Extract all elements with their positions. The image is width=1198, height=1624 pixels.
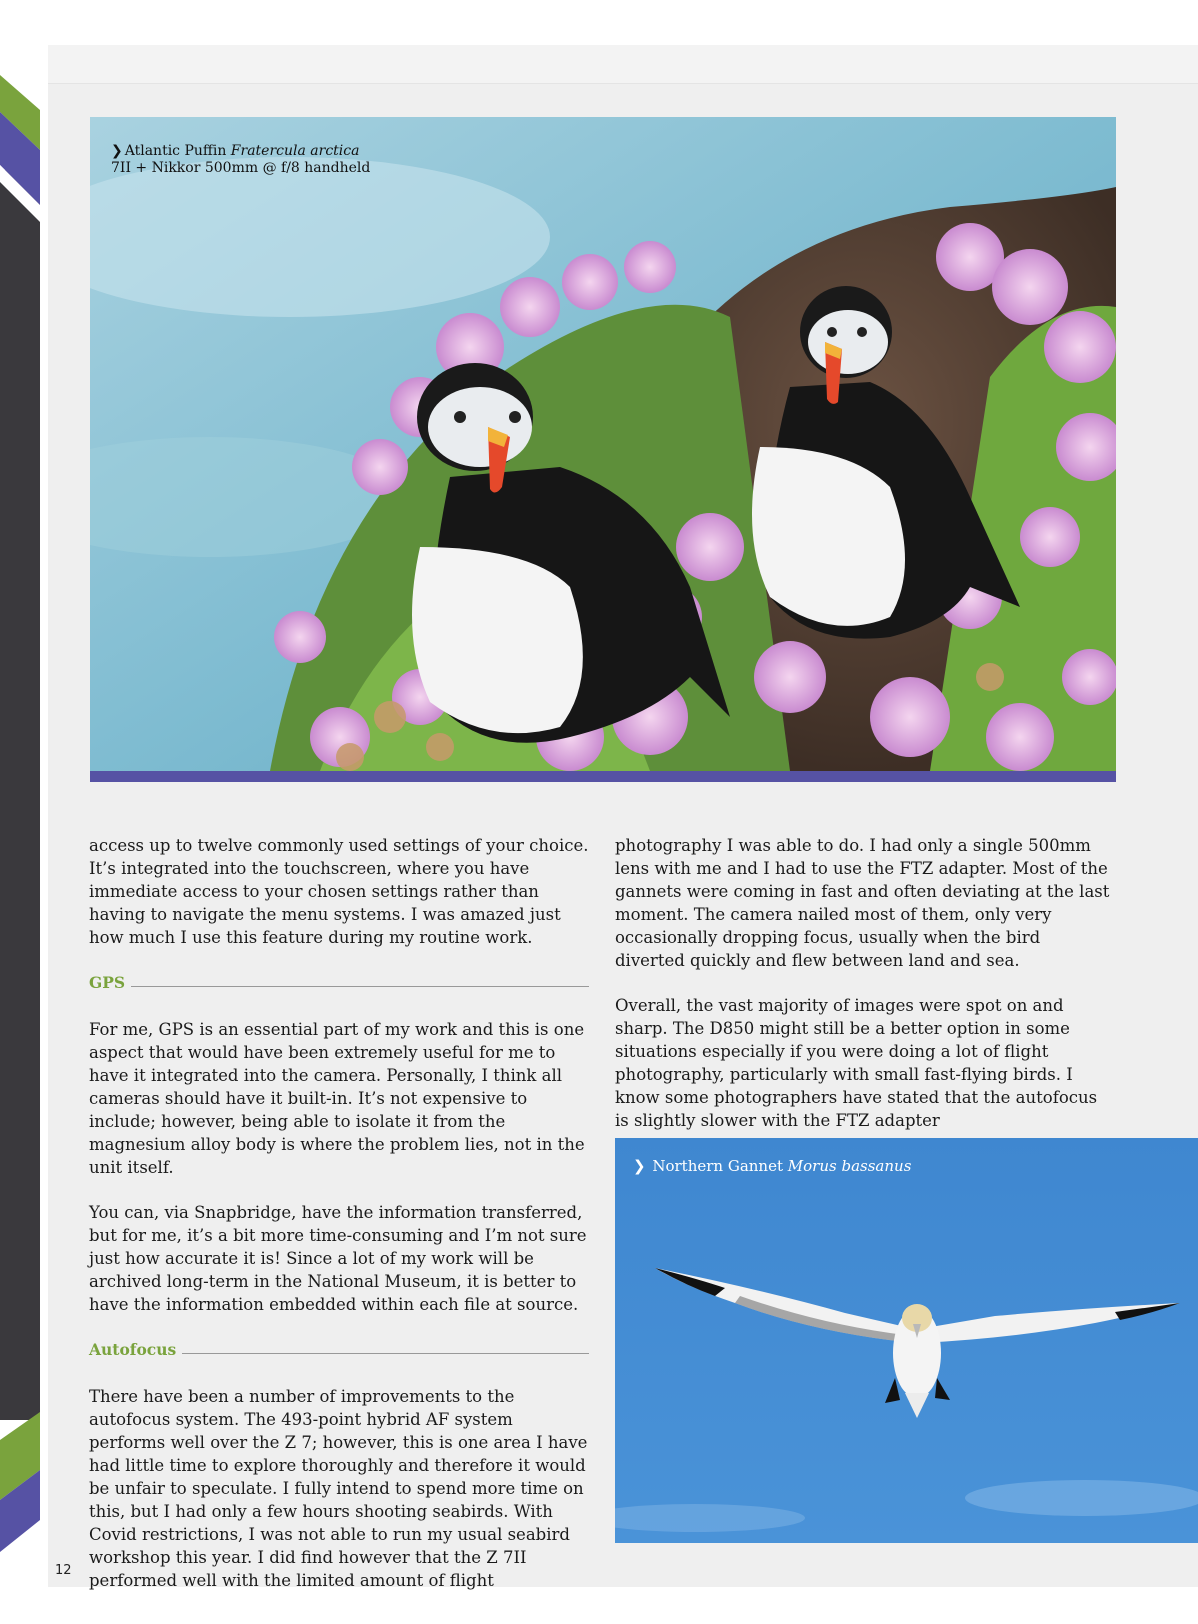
paragraph: Overall, the vast majority of images were spot on and sharp. The D850 might still be a better option in some situations especially if you were doing a lot of flight photography, particularly with small fast-flying birds. I know some photographers have stated that the autofocus is slightly slower with the FTZ adapter xyxy=(615,996,1098,1130)
paragraph: For me, GPS is an essential part of my work and this is one aspect that would have been extremely useful for me to have it integrated into the camera. Personally, I think all cameras should have it built-in. It’s not expensive to include; however, being able to isolate it from the magnesium alloy body is where the problem lies, not in the unit itself. xyxy=(89,1020,585,1177)
page-number: 12 xyxy=(55,1563,72,1578)
section-heading-autofocus xyxy=(89,1338,589,1361)
edge-decoration xyxy=(0,0,48,1624)
gannet-caption xyxy=(633,1158,911,1175)
paragraph: photography I was able to do. I had only a single 500mm lens with me and I had to use the FTZ adapter. Most of the gannets were coming in fast and often deviating at the last moment. The camera nailed most of them, only very occasionally dropping focus, usually when the bird diverted quickly and flew between land and sea. xyxy=(615,836,1110,970)
puffin-caption xyxy=(111,143,370,177)
heading-label: Autofocus xyxy=(89,1340,177,1359)
section-heading-gps xyxy=(89,971,589,994)
chevron-right-icon: ❯ xyxy=(111,143,123,159)
paragraph: access up to twelve commonly used settings of your choice. It’s integrated into the touchscreen, where you have immediate access to your chosen settings rather than having to navigate the menu systems. I was amazed just how much I use this feature during my routine work. xyxy=(89,836,589,947)
chevron-right-icon: ❯ xyxy=(633,1157,646,1175)
caption-latin-name: Fratercula arctica xyxy=(230,143,360,159)
top-bar xyxy=(48,45,1198,84)
heading-rule xyxy=(131,986,589,987)
puffin-photo xyxy=(90,117,1116,771)
gannet-photo xyxy=(615,1138,1198,1543)
caption-common-name: Atlantic Puffin xyxy=(124,143,227,159)
paragraph: There have been a number of improvements to the autofocus system. The 493-point hybrid AF system performs well over the Z 7; however, this is one area I have had little time to explore thoroughly and therefore it would be unfair to speculate. I fully intend to spend more time on this, but I had only a few hours shooting seabirds. With Covid restrictions, I was not able to run my usual seabird workshop this year. I did find however that the Z 7II performed well with the limited amount of flight xyxy=(89,1387,588,1590)
right-text-column xyxy=(615,834,1115,1154)
paragraph: You can, via Snapbridge, have the information transferred, but for me, it’s a bit more time-consuming and I’m not sure just how accurate it is! Since a lot of my work will be archived long-term in the National Museum, it is better to have the information embedded within each file at source. xyxy=(89,1203,587,1314)
heading-rule xyxy=(182,1353,589,1354)
left-text-column xyxy=(89,834,589,1614)
photo-accent-bar xyxy=(90,771,1116,782)
caption-camera-info: 7II + Nikkor 500mm @ f/8 handheld xyxy=(111,160,371,176)
caption-common-name: Northern Gannet xyxy=(652,1157,784,1175)
heading-label: GPS xyxy=(89,973,126,992)
caption-latin-name: Morus bassanus xyxy=(787,1157,912,1175)
